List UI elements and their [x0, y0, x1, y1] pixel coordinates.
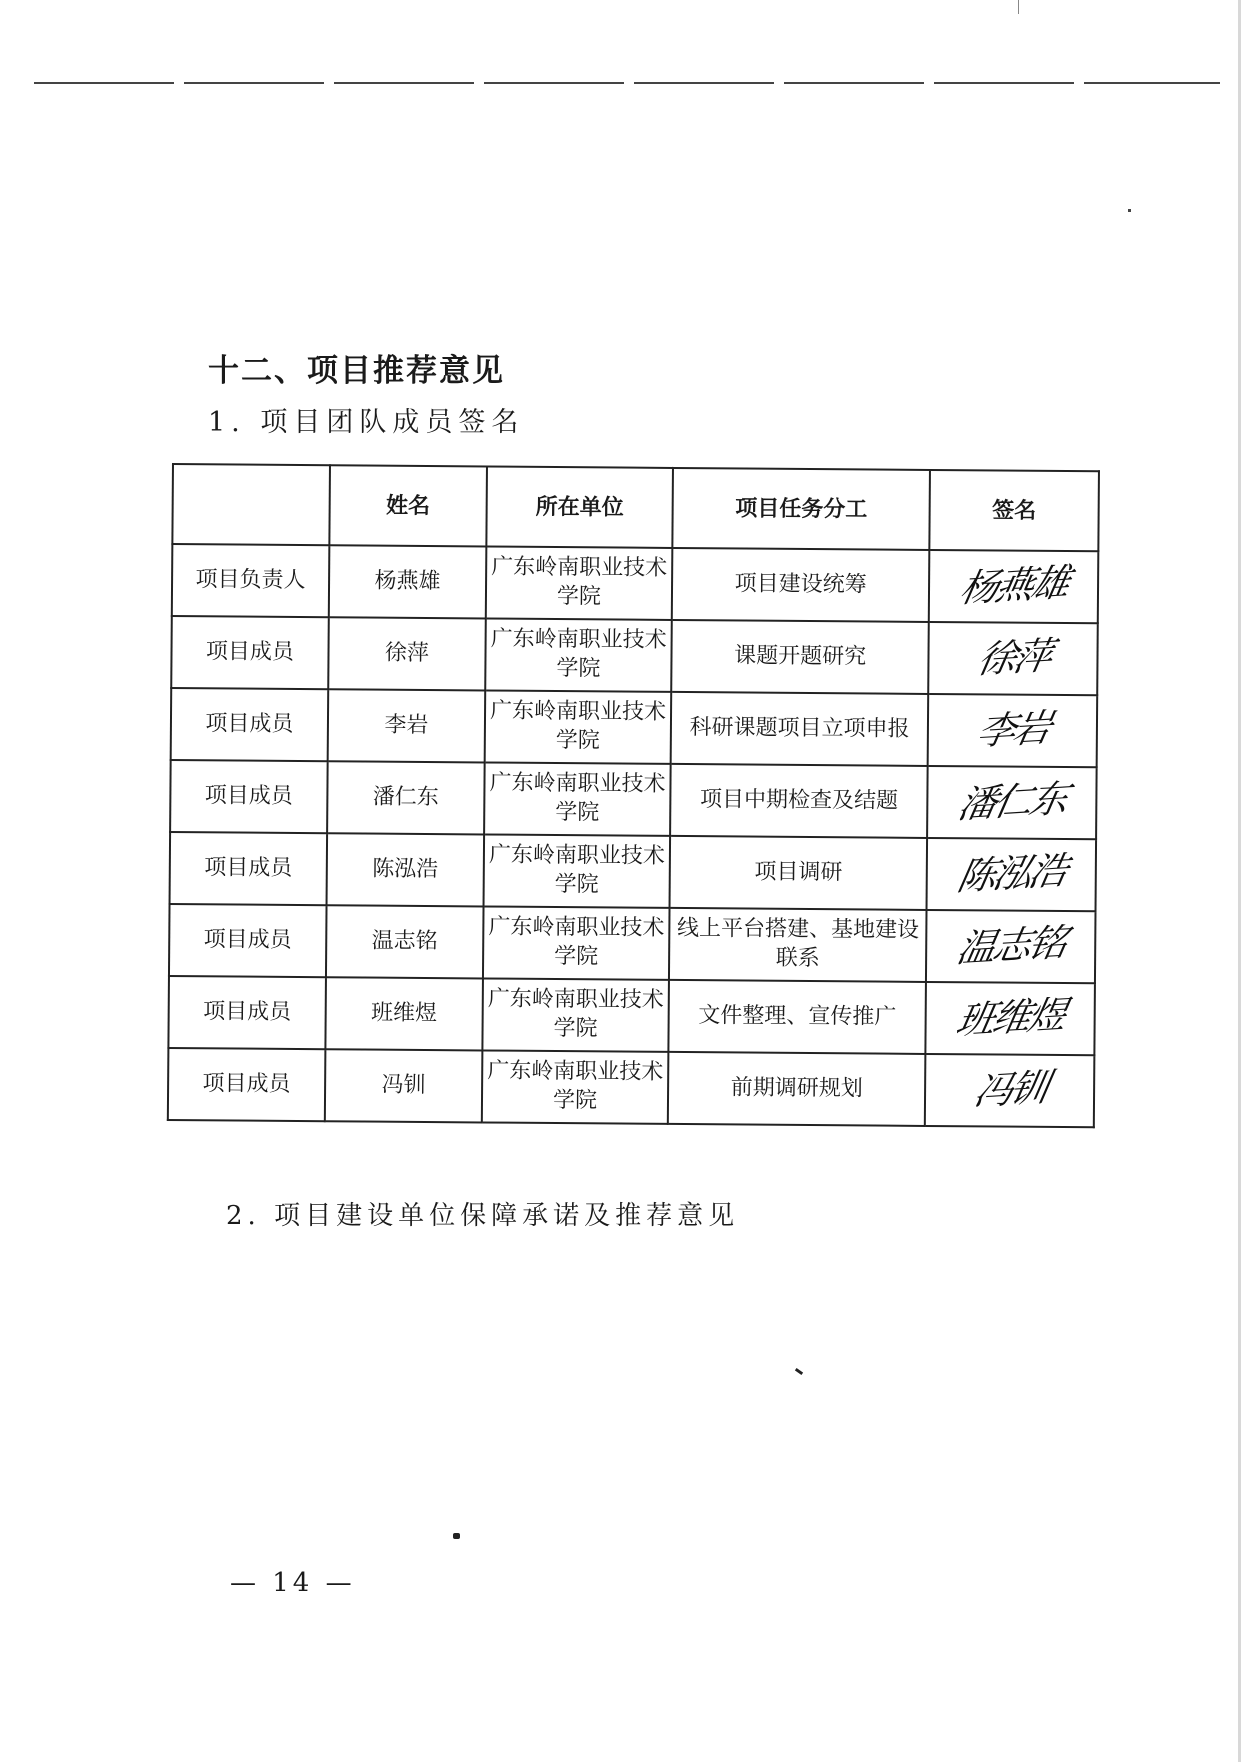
cell-role: 项目成员 — [171, 616, 329, 689]
cell-signature — [928, 694, 1097, 767]
cell-signature — [927, 766, 1096, 839]
handwritten-signature: 班维煜 — [952, 992, 1068, 1044]
table-header-row — [172, 464, 1099, 551]
cell-unit: 广东岭南职业技术学院 — [482, 978, 669, 1051]
table-row — [171, 688, 1098, 767]
scan-speck — [795, 1368, 803, 1375]
cell-role: 项目成员 — [168, 1048, 326, 1121]
cell-role: 项目成员 — [169, 904, 327, 977]
cell-task: 项目调研 — [670, 836, 928, 910]
cell-signature — [925, 1054, 1094, 1127]
section-title: 十二、项目推荐意见 — [208, 353, 505, 389]
header-name: 姓名 — [329, 465, 487, 546]
cell-task: 线上平台搭建、基地建设联系 — [669, 908, 927, 982]
cell-signature — [928, 622, 1097, 695]
section2-title: 2. 项目建设单位保障承诺及推荐意见 — [226, 1201, 740, 1231]
team-signature-table — [167, 463, 1100, 1128]
cell-name: 潘仁东 — [327, 761, 485, 834]
cell-signature — [926, 982, 1095, 1055]
cell-signature — [926, 910, 1095, 983]
cell-task: 科研课题项目立项申报 — [671, 692, 929, 766]
handwritten-signature: 温志铭 — [953, 920, 1069, 972]
cell-unit: 广东岭南职业技术学院 — [485, 618, 672, 691]
cell-unit: 广东岭南职业技术学院 — [485, 690, 672, 763]
cell-name: 温志铭 — [326, 905, 484, 978]
cell-task: 课题开题研究 — [671, 620, 929, 694]
scan-speck — [1128, 209, 1131, 212]
header-divider — [34, 82, 1220, 84]
header-role — [172, 464, 330, 545]
cell-name: 冯钏 — [325, 1049, 483, 1122]
cell-name: 徐萍 — [328, 617, 486, 690]
cell-role: 项目成员 — [170, 832, 328, 905]
cell-unit: 广东岭南职业技术学院 — [482, 1050, 669, 1123]
cell-name: 班维煜 — [325, 977, 483, 1050]
header-task: 项目任务分工 — [672, 468, 930, 550]
cell-name: 杨燕雄 — [329, 545, 487, 618]
cell-name: 陈泓浩 — [326, 833, 484, 906]
cell-unit: 广东岭南职业技术学院 — [483, 834, 670, 907]
table-row — [170, 760, 1097, 839]
table-row — [168, 1048, 1095, 1127]
cell-unit: 广东岭南职业技术学院 — [483, 906, 670, 979]
cell-task: 项目建设统筹 — [672, 548, 930, 622]
cell-role: 项目成员 — [168, 976, 326, 1049]
cell-unit: 广东岭南职业技术学院 — [484, 762, 671, 835]
sub-title: 1. 项目团队成员签名 — [208, 407, 525, 438]
cell-role: 项目成员 — [170, 760, 328, 833]
handwritten-signature: 徐萍 — [973, 633, 1053, 682]
cell-role: 项目成员 — [171, 688, 329, 761]
scan-speck — [453, 1533, 460, 1539]
cell-signature — [929, 550, 1098, 623]
handwritten-signature: 潘仁东 — [954, 776, 1070, 828]
cell-task: 项目中期检查及结题 — [670, 764, 928, 838]
handwritten-signature: 陈泓浩 — [954, 848, 1069, 900]
page-number: — 14 — — [230, 1568, 356, 1598]
handwritten-signature: 杨燕雄 — [956, 560, 1072, 612]
cell-task: 文件整理、宣传推广 — [669, 980, 927, 1054]
cell-task: 前期调研规划 — [668, 1052, 926, 1126]
table-row — [169, 904, 1096, 983]
table-row — [172, 544, 1099, 623]
handwritten-signature: 冯钏 — [970, 1065, 1050, 1114]
header-unit: 所在单位 — [486, 466, 673, 547]
cell-role: 项目负责人 — [172, 544, 330, 617]
scan-mark — [1018, 0, 1019, 14]
table-row — [171, 616, 1098, 695]
header-signature: 签名 — [930, 470, 1099, 551]
cell-name: 李岩 — [328, 689, 486, 762]
table-row — [170, 832, 1097, 911]
table-row — [168, 976, 1095, 1055]
cell-signature — [927, 838, 1096, 911]
cell-unit: 广东岭南职业技术学院 — [486, 546, 673, 619]
handwritten-signature: 李岩 — [972, 705, 1053, 754]
